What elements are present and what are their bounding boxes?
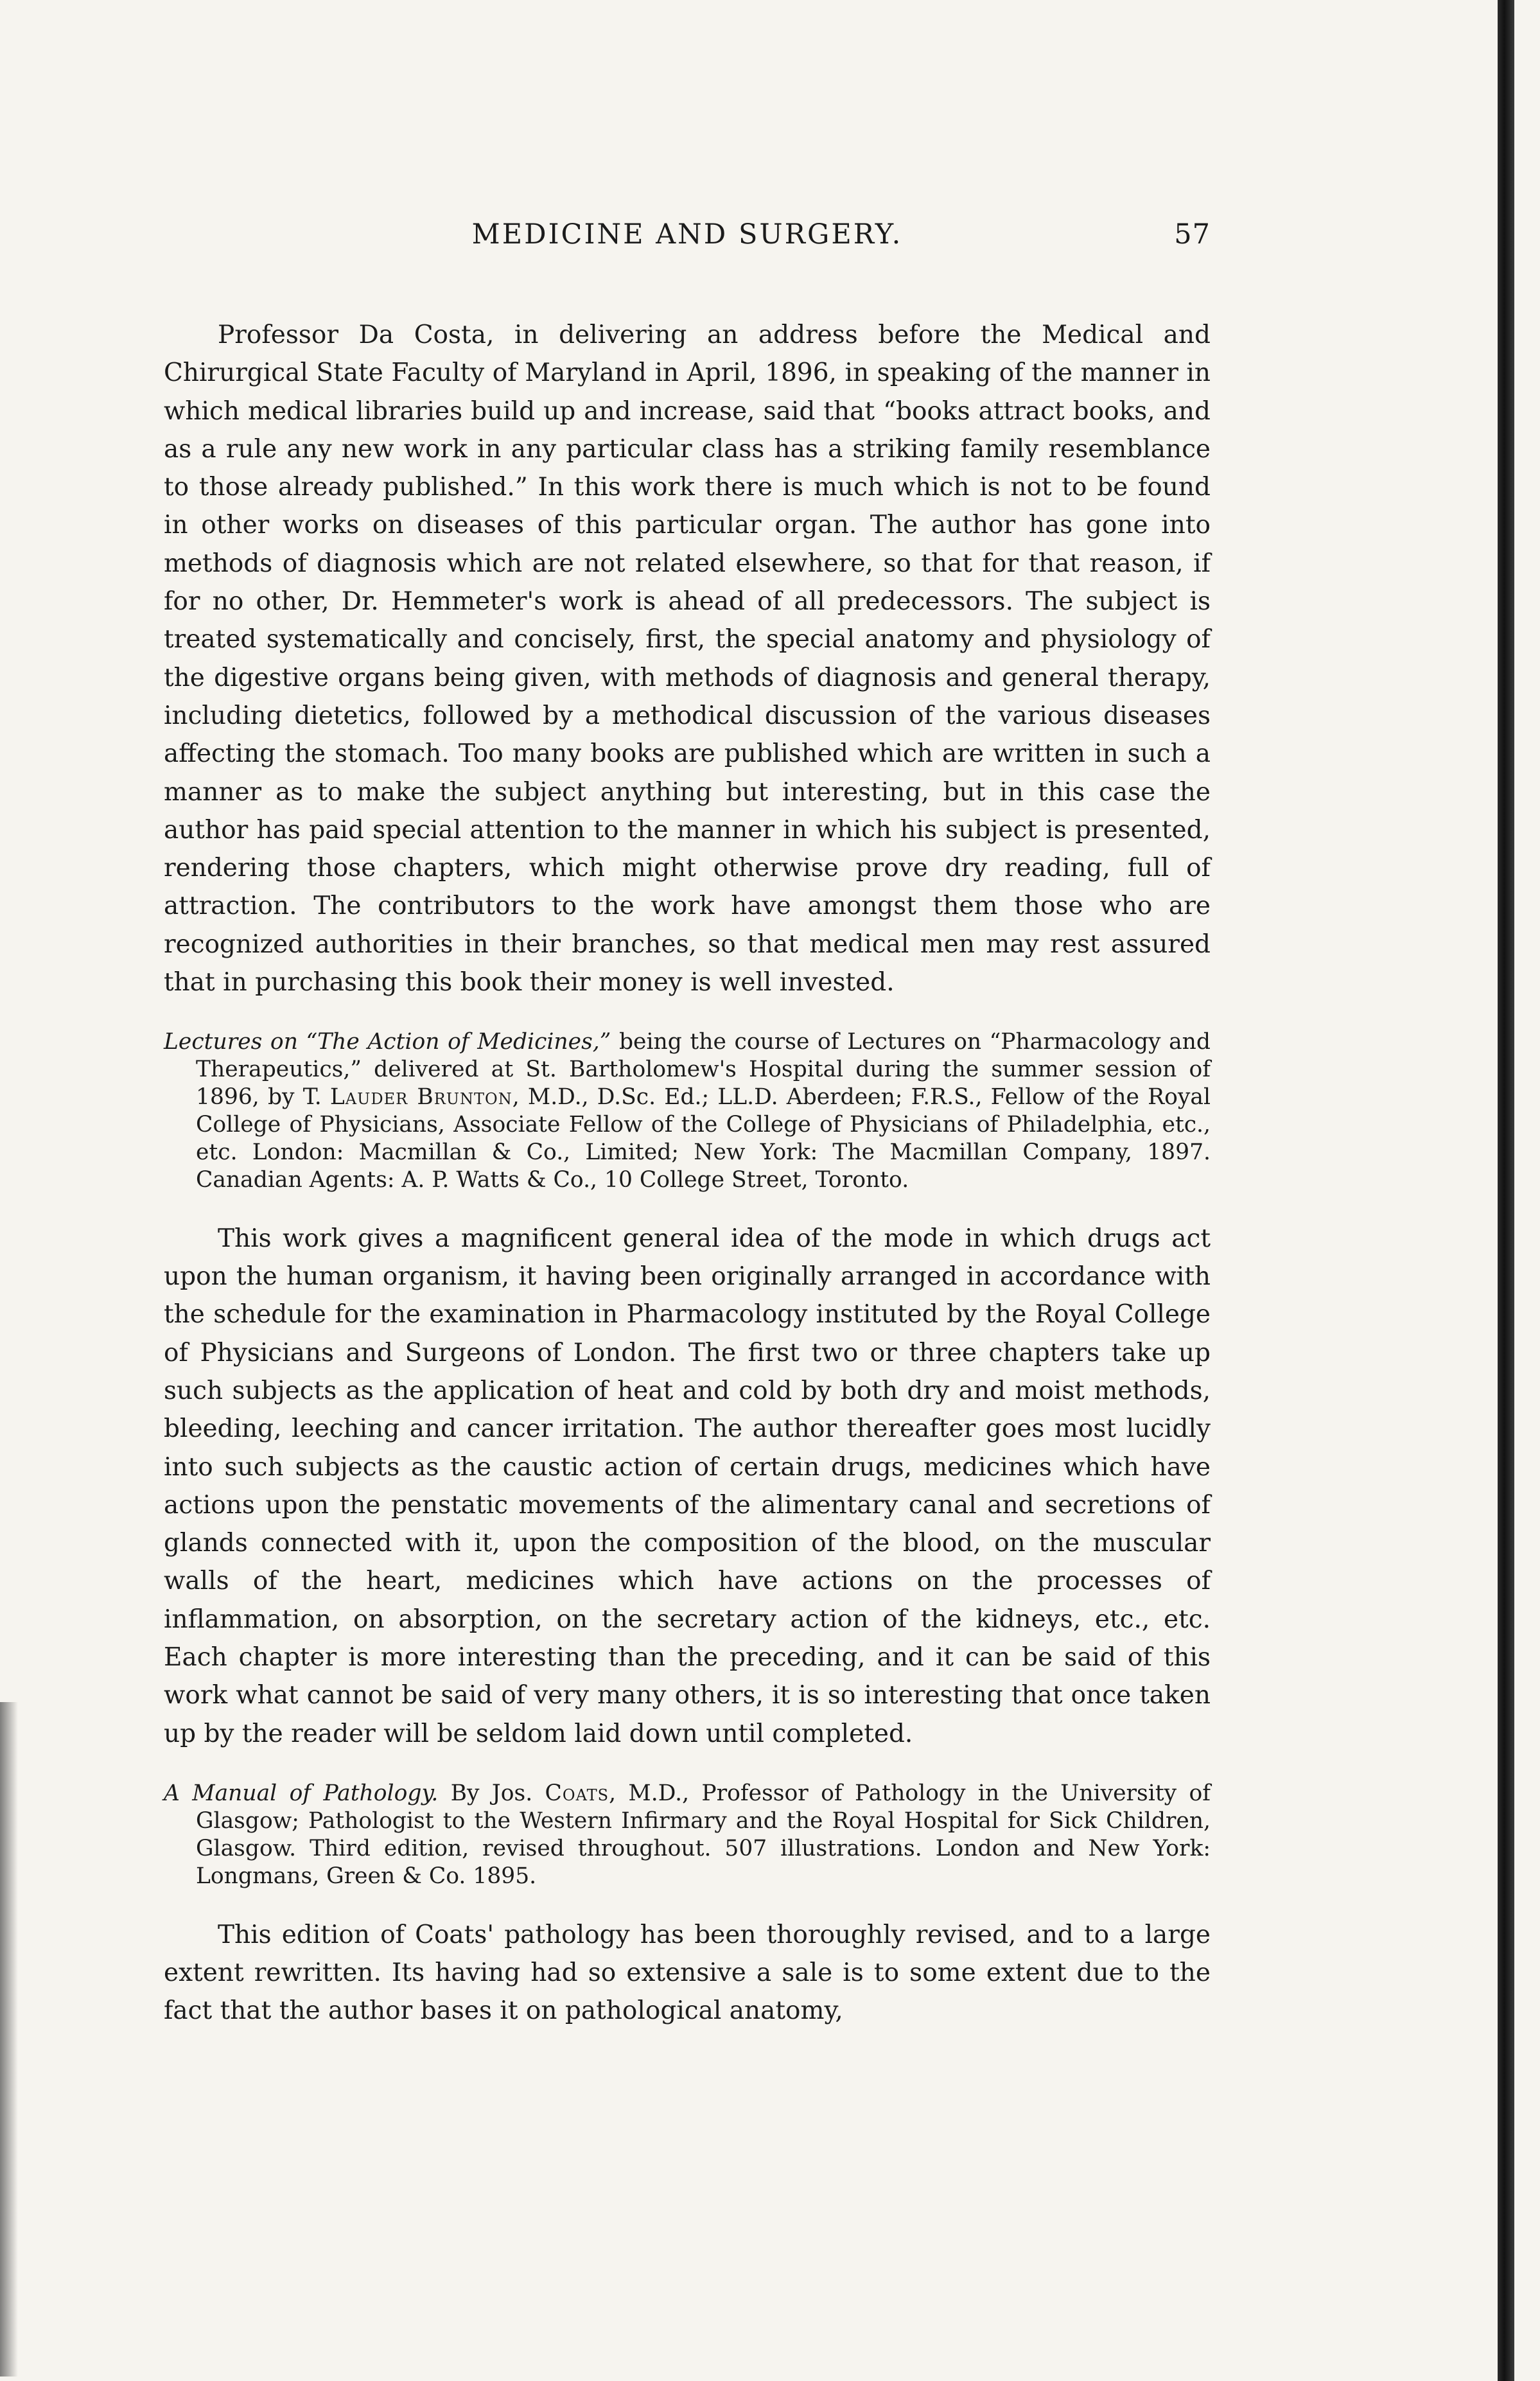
book-details: , M.D., Professor of Pathology in the University of Glasgow; Pathologist to the Western Infirmary and the Royal Hospital for Sick Children, Glasgow. Third edition, revised throughout. 507 illustrations. London and New York: Longmans, Green & Co. 1895. xyxy=(196,1780,1211,1889)
book-title: A Manual of Pathology. xyxy=(164,1780,439,1806)
book-details: , M.D., D.Sc. Ed.; LL.D. Aberdeen; F.R.S., Fellow of the Royal College of Physicians, Associate Fellow of the College of Physicians of Philadelphia, etc., etc. London: Macmillan & Co., Limited; New York: The Macmillan Company, 1897. Canadian Agents: A. P. Watts & Co., 10 College Street, Toronto. xyxy=(196,1084,1211,1193)
book-author: Lauder Brunton xyxy=(329,1084,512,1111)
book-details: being the course of Lectures on “Pharmacology and Therapeutics,” delivered at St. Bartholomew's Hospital during the summer session of 1896, by T. xyxy=(196,1029,1211,1111)
book-details: By Jos. xyxy=(438,1780,545,1806)
page-number: 57 xyxy=(1174,218,1211,250)
review-paragraph-1: Professor Da Costa, in delivering an address before the Medical and Chirurgical State Faculty of Maryland in April, 1896, in speaking of the manner in which medical libraries build up and increase, said that “books attract books, and as a rule any new work in any particular class has a striking family resemblance to those already published.” In this work there is much which is not to be found in other works on diseases of this particular organ. The author has gone into methods of diagnosis which are not related elsewhere, so that for that reason, if for no other, Dr. Hemmeter's work is ahead of all predecessors. The subject is treated systematically and concisely, first, the special anatomy and physiology of the digestive organs being given, with methods of diagnosis and general therapy, including dietetics, followed by a methodical discussion of the various diseases affecting the stomach. Too many books are published which are written in such a manner as to make the subject anything but interesting, but in this case the author has paid special attention to the manner in which his subject is presented, rendering those chapters, which might otherwise prove dry reading, full of attraction. The contributors to the work have amongst them those who are recognized authorities in their branches, so that medical men may rest assured that in purchasing this book their money is well invested. xyxy=(164,321,1211,997)
running-head-title: MEDICINE AND SURGERY. xyxy=(471,218,903,250)
running-head xyxy=(164,218,1211,257)
book-title: Lectures on “The Action of Medicines,” xyxy=(164,1029,611,1055)
review-paragraph-3: This edition of Coats' pathology has been thoroughly revised, and to a large extent rewritten. Its having had so extensive a sale is to some extent due to the fact that the author bases it on pathological anatomy, xyxy=(164,1920,1211,2026)
binding-shadow xyxy=(0,1702,18,2377)
book-entry-pathology xyxy=(164,1780,1211,1890)
book-entry-lectures xyxy=(164,1028,1211,1193)
page-edge-shadow xyxy=(1498,0,1514,2381)
text-column xyxy=(164,218,1211,2030)
book-author: Coats xyxy=(545,1780,609,1806)
review-paragraph-2: This work gives a magnificent general idea of the mode in which drugs act upon the human organism, it having been originally arranged in accordance with the schedule for the examination in Pharmacology instituted by the Royal College of Physicians and Surgeons of London. The first two or three chapters take up such subjects as the application of heat and cold by both dry and moist methods, bleeding, leeching and cancer irritation. The author thereafter goes most lucidly into such subjects as the caustic action of certain drugs, medicines which have actions upon the penstatic movements of the alimentary canal and secretions of glands connected with it, upon the composition of the blood, on the muscular walls of the heart, medicines which have actions on the processes of inflammation, on absorption, on the secretary action of the kidneys, etc., etc. Each chapter is more interesting than the preceding, and it can be said of this work what cannot be said of very many others, it is so interesting that once taken up by the reader will be seldom laid down until completed. xyxy=(164,1224,1211,1748)
